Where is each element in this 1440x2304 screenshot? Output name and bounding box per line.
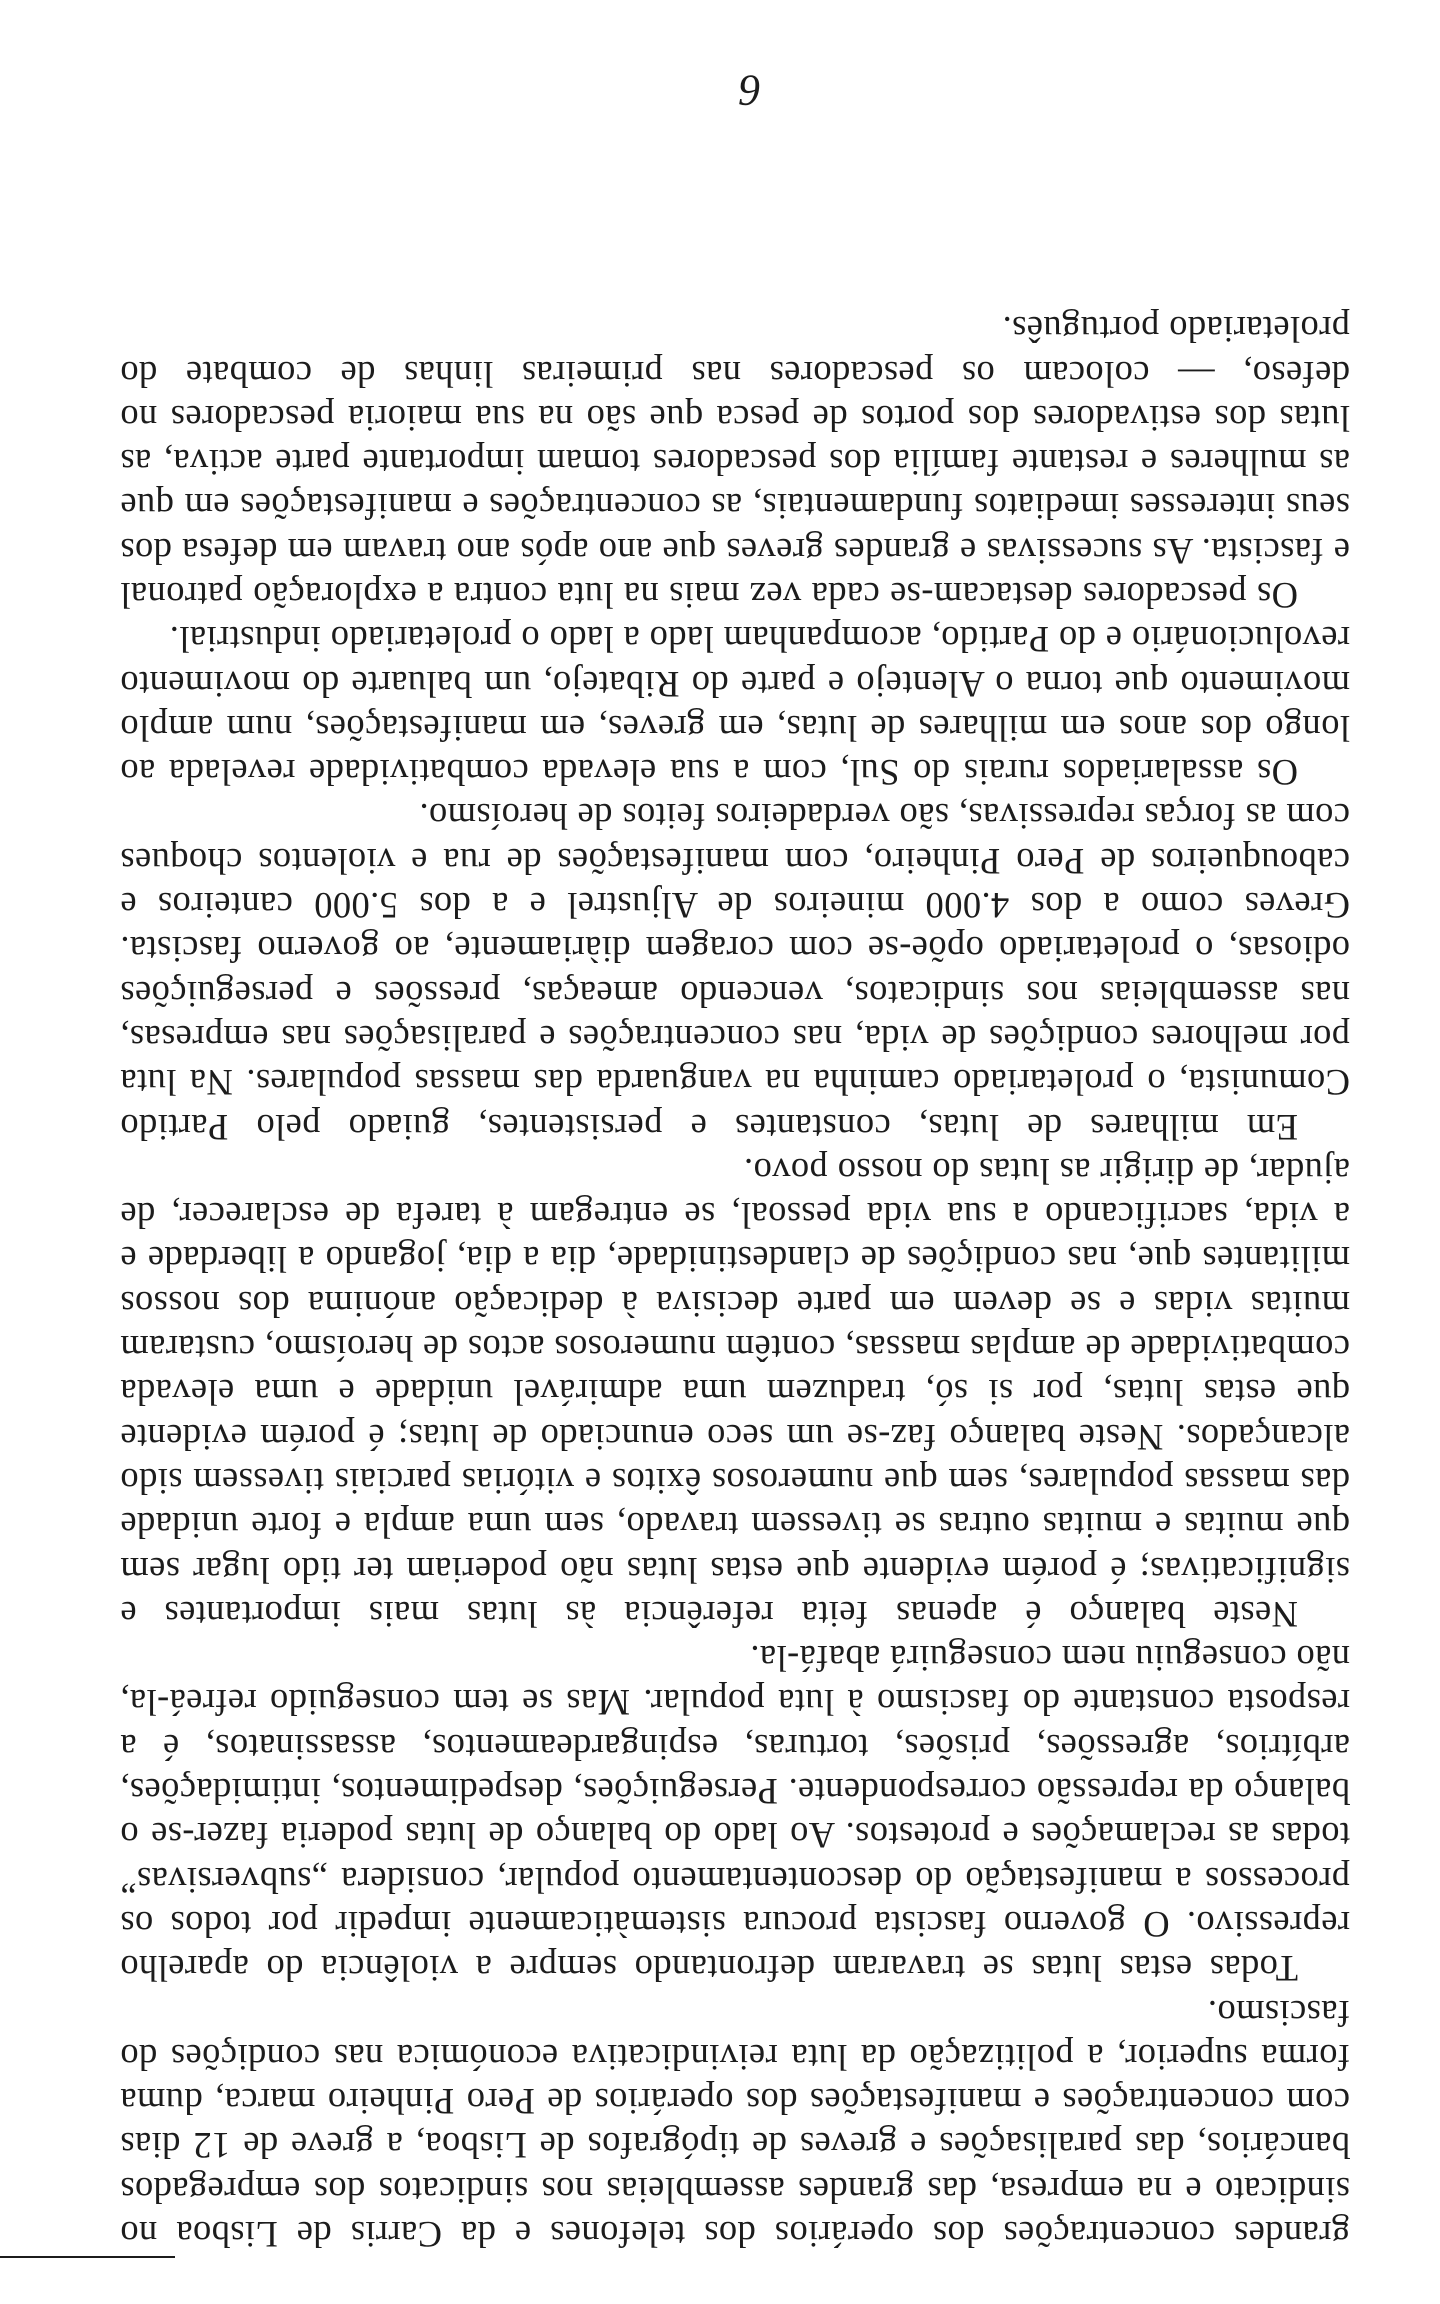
paragraph: Em milhares de lutas, constantes e persistentes, guiado pelo Partido Comunista, o proletariado caminha na vanguarda das massas populares. Na luta por melhores condições de vida, nas concentrações e paralisações nas empresas, nas assembleias nos sindicatos, vencendo ameaças, pressões e perseguições odiosas, o proletariado opõe-se com coragem diàriamente, ao governo fascista. Greves como a dos 4.000 mineiros de Aljustrel e a dos 5.000 canteiros e cabouqueiros de Pero Pinheiro, com manifestações de rua e violentos choques com as forças repressivas, são verdadeiros feitos de heroísmo.: [120, 796, 1350, 1148]
paragraph: Neste balanço é apenas feita referência às lutas mais importantes e significativas; é porém evidente que estas lutas não poderiam ter tido lugar sem que muitas e muitas outras se tivessem travado, sem uma ampla e forte unidade das massas populares, sem que numerosos êxitos e vitórias parciais tivessem sido alcançados. Neste balanço faz-se um seco enunciado de lutas; é porém evidente que estas lutas, por si só, traduzem uma admirável unidade e uma elevada combatividade de amplas massas, contêm numerosos actos de heroísmo, custaram muitas vidas e se devem em parte decisiva à dedicação anónima dos nossos militantes que, nas condições de clandestinidade, dia a dia, jogando a liberdade e a vida, sacrificando a sua vida pessoal, se entregam à tarefa de esclarecer, de ajudar, de dirigir as lutas do nosso povo.: [120, 1150, 1350, 1635]
paragraph: grandes concentrações dos operários dos telefones e da Carris de Lisboa no sindicato e na empresa, das grandes assembleias nos sindicatos dos empregados bancários, das paralisações e greves de tipógrafos de Lisboa, a greve de 12 dias com concentrações e manifestações dos operários de Pero Pinheiro marca, duma forma superior, a politização da luta reivindicativa económica nas condições do fascismo.: [120, 1992, 1350, 2255]
paragraph: Os pescadores destacam-se cada vez mais na luta contra a exploração patronal e fascista. As sucessivas e grandes greves que ano após ano travam em defesa dos seus interesses imediatos fundamentais, as concentrações e manifestações em que as mulheres e restante família dos pescadores tomam importante parte activa, as lutas dos estivadores dos portos de pesca que são na sua maioria pescadores no defeso, — colocam os pescadores nas primeiras linhas de combate do proletariado português.: [120, 309, 1350, 617]
paragraph: Os assalariados rurais do Sul, com a sua elevada combatividade revelada ao longo dos anos em milhares de lutas, em greves, em manifestações, num amplo movimento que torna o Alentejo e parte do Ribatejo, um baluarte do movimento revolucionário e do Partido, acompanham lado a lado o proletariado industrial.: [120, 619, 1350, 794]
page-body: [120, 307, 1350, 2256]
corner-rule: [0, 2256, 175, 2258]
paragraph: Todas estas lutas se travaram defrontando sempre a violência do aparelho repressivo. O governo fascista procura sistemàticamente impedir por todos os processos a manifestação do descontentamento popular, considera „subversivas” todas as reclamações e protestos. Ao lado do balanço de lutas poderia fazer-se o balanço da repressão correspondente. Perseguições, despedimentos, intimidações, arbítrios, agressões, prisões, torturas, espingardeamentos, assassinatos, é a resposta constante do fascismo à luta popular. Mas se tem conseguido refreá-la, não conseguiu nem conseguirá abafá-la.: [120, 1638, 1350, 1990]
page-number: 6: [739, 66, 761, 115]
